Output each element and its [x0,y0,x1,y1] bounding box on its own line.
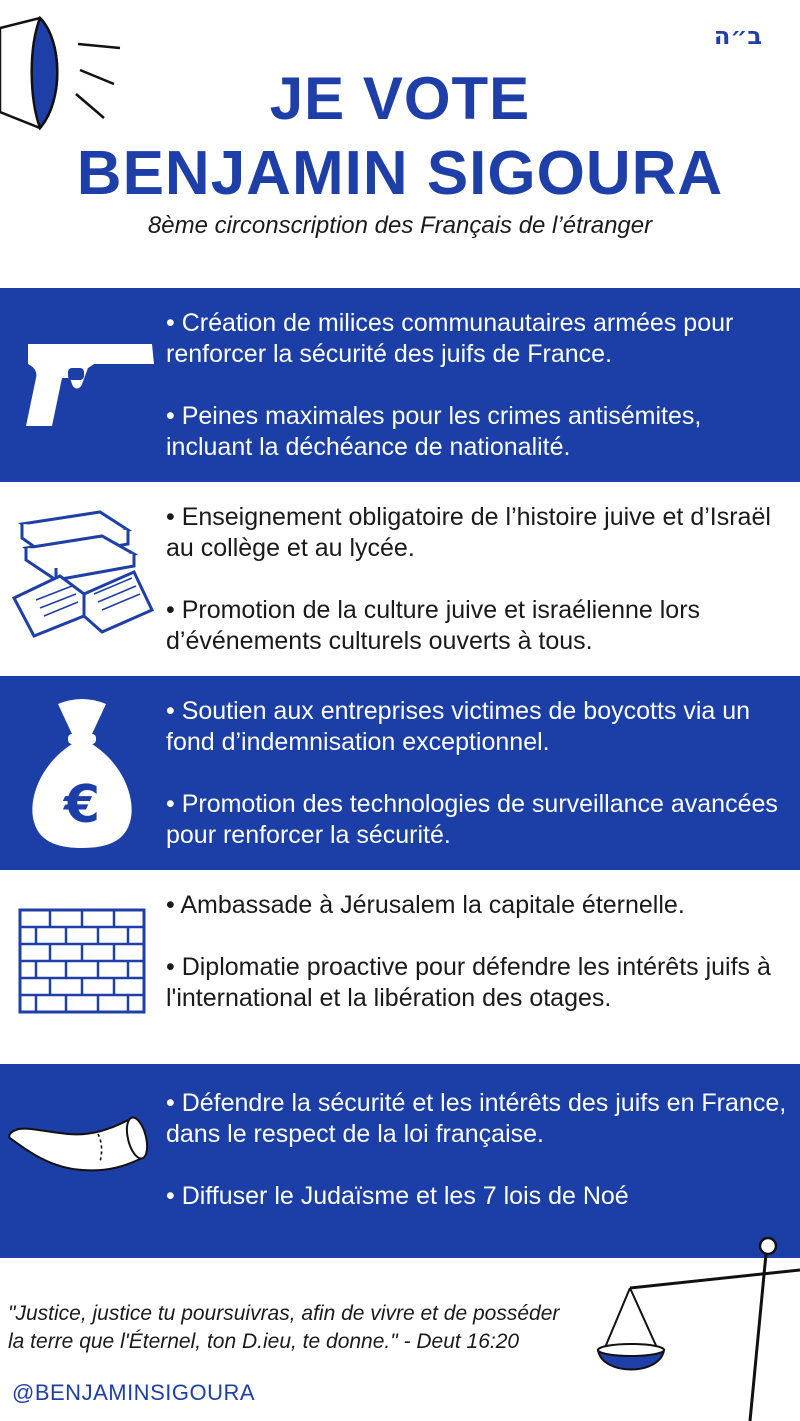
quote-line-1: "Justice, justice tu poursuivras, afin de vivre et de posséder [8,1302,560,1325]
section-economy [0,676,800,870]
pistol-icon [22,338,158,428]
subtitle: 8ème circonscription des Français de l’étranger [147,212,653,239]
svg-text:€: € [63,775,101,835]
section-education [0,482,800,676]
economy-point-1: • Soutien aux entreprises victimes de boycotts via un fond d’indemnisation exceptionnel. [166,697,751,756]
brick-wall-icon [18,908,146,1014]
education-point-2: • Promotion de la culture juive et israélienne lors d’événements culturels ouverts à tous. [166,596,701,655]
education-point-1: • Enseignement obligatoire de l’histoire juive et d’Israël au collège et au lycée. [166,503,771,562]
title-line-1: JE VOTE [269,65,531,132]
books-icon [10,498,156,638]
security-point-1: • Création de milices communautaires armées pour renforcer la sécurité des juifs de France. [166,309,734,368]
euro-money-bag-icon [28,694,136,850]
title-line-2: BENJAMIN SIGOURA [76,139,724,208]
section-diplomacy [0,870,800,1064]
social-handle: @BENJAMINSIGOURA [12,1380,256,1405]
diplomacy-point-2: • Diplomatie proactive pour défendre les intérêts juifs à l'international et la libération des otages. [166,953,771,1012]
section-judaism [0,1064,800,1258]
judaism-point-1: • Défendre la sécurité et les intérêts des juifs en France, dans le respect de la loi française. [166,1089,787,1148]
bible-quote [8,1300,559,1356]
diplomacy-point-1: • Ambassade à Jérusalem la capitale éternelle. [166,891,685,919]
shofar-icon [6,1110,156,1190]
quote-line-2: la terre que l'Éternel, ton D.ieu, te donne." - Deut 16:20 [8,1330,520,1353]
economy-point-2: • Promotion des technologies de surveillance avancées pour renforcer la sécurité. [166,790,778,849]
section-security [0,288,800,482]
hebrew-mark: ב״ה [713,22,762,50]
security-point-2: • Peines maximales pour les crimes antisémites, incluant la déchéance de nationalité. [166,402,702,461]
scale-of-justice-icon [590,1232,800,1421]
judaism-point-2: • Diffuser le Judaïsme et les 7 lois de Noé [166,1182,629,1210]
